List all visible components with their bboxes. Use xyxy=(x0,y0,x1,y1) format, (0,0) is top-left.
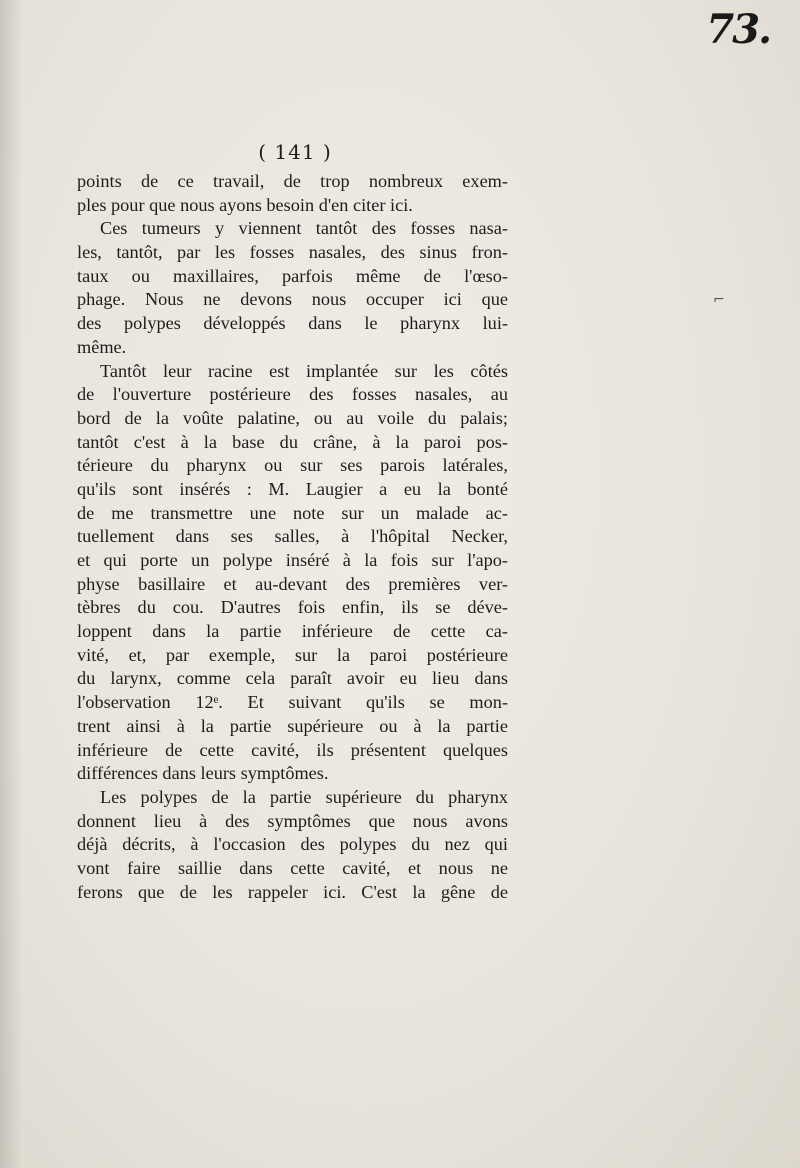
handwritten-folio-number: 73. xyxy=(706,6,770,53)
text-line: bord de la voûte palatine, ou au voile du palais; xyxy=(77,407,508,428)
text-line: Ces tumeurs y viennent tantôt des fosses nasa- xyxy=(100,218,508,239)
text-line: tèbres du cou. D'autres fois enfin, ils se déve- xyxy=(77,597,508,618)
text-line: vont faire saillie dans cette cavité, et nous ne xyxy=(77,857,508,878)
text-line: et qui porte un polype inséré à la fois sur l'apo- xyxy=(77,550,508,570)
text-line: loppent dans la partie inférieure de cette ca- xyxy=(77,621,508,642)
text-line: l'observation 12ᵉ. Et suivant qu'ils se mon- xyxy=(77,692,508,713)
text-line: tuellement dans ses salles, à l'hôpital Necker, xyxy=(77,526,508,547)
page-number: ( 141 ) xyxy=(258,140,332,164)
text-line: les, tantôt, par les fosses nasales, des sinus fron- xyxy=(77,242,508,263)
text-line: donnent lieu à des symptômes que nous avons xyxy=(77,810,508,831)
text-line: de l'ouverture postérieure des fosses nasales, au xyxy=(77,384,508,405)
binding-shadow xyxy=(0,0,22,1168)
text-line: phage. Nous ne devons nous occuper ici que xyxy=(77,289,508,310)
stray-mark: ⌐ xyxy=(713,292,725,308)
text-line: des polypes développés dans le pharynx lui- xyxy=(77,313,508,334)
text-line: trent ainsi à la partie supérieure ou à la partie xyxy=(77,715,508,736)
text-line: différences dans leurs symptômes. xyxy=(77,763,329,784)
text-line: tantôt c'est à la base du crâne, à la paroi pos- xyxy=(77,431,508,452)
text-line: déjà décrits, à l'occasion des polypes du nez qui xyxy=(77,834,508,855)
text-line: térieure du pharynx ou sur ses parois latérales, xyxy=(77,455,508,476)
text-line: taux ou maxillaires, parfois même de l'œso- xyxy=(77,265,508,286)
text-line: Les polypes de la partie supérieure du pharynx xyxy=(100,786,508,807)
text-line: ples pour que nous ayons besoin d'en citer ici. xyxy=(77,194,413,215)
text-line: du larynx, comme cela paraît avoir eu lieu dans xyxy=(77,668,508,689)
text-line: points de ce travail, de trop nombreux exem- xyxy=(77,171,508,191)
text-line: de me transmettre une note sur un malade ac- xyxy=(77,502,508,523)
text-line: physe basillaire et au-devant des premières ver- xyxy=(77,573,508,594)
text-line: Tantôt leur racine est implantée sur les côtés xyxy=(100,360,508,381)
text-line: même. xyxy=(77,336,127,357)
text-line: vité, et, par exemple, sur la paroi postérieure xyxy=(77,644,508,665)
text-line: qu'ils sont insérés : M. Laugier a eu la bonté xyxy=(77,478,508,499)
text-line: ferons que de les rappeler ici. C'est la gêne de xyxy=(77,881,508,902)
body-text xyxy=(77,170,508,904)
text-line: inférieure de cette cavité, ils présentent quelques xyxy=(77,739,508,760)
